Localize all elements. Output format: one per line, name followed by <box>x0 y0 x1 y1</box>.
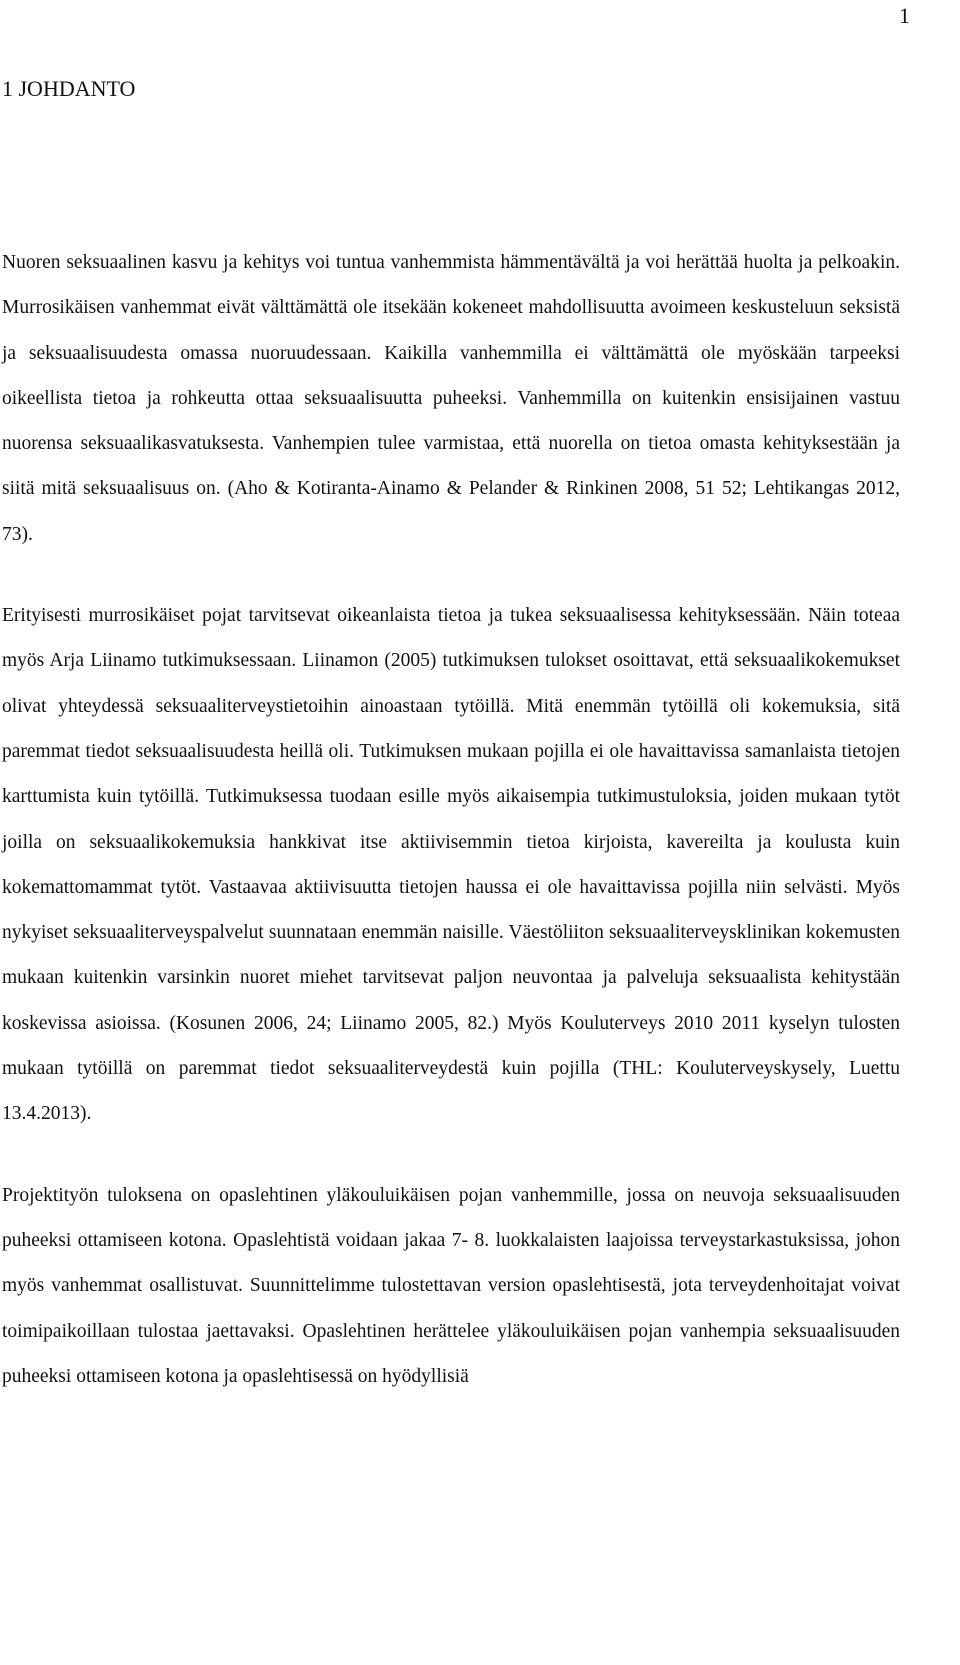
paragraph-project: Projektityön tuloksena on opaslehtinen yläkouluikäisen pojan vanhemmille, jossa on neuvoja seksuaalisuuden puheeksi ottamiseen kotona. Opaslehtistä voidaan jakaa 7- 8. luokkalaisten laajoissa terveystarkastuksissa, johon myös vanhemmat osallistuvat. Suunnittelimme tulostettavan version opaslehtisestä, jota terveydenhoitajat voivat toimipaikoillaan tulostaa jaettavaksi. Opaslehtinen herättelee yläkouluikäisen pojan vanhempia seksuaalisuuden puheeksi ottamiseen kotona ja opaslehtisessä on hyödyllisiä <box>2 1184 900 1387</box>
paragraph-intro: Nuoren seksuaalinen kasvu ja kehitys voi tuntua vanhemmista hämmentävältä ja voi herättää huolta ja pelkoakin. Murrosikäisen vanhemmat eivät välttämättä ole itsekään kokeneet mahdollisuutta avoimeen keskusteluun seksistä ja seksuaalisuudesta omassa nuoruudessaan. Kaikilla vanhemmilla ei välttämättä ole myöskään tarpeeksi oikeellista tietoa ja rohkeutta ottaa seksuaalisuutta puheeksi. Vanhemmilla on kuitenkin ensisijainen vastuu nuorensa seksuaalikasvatuksesta. Vanhempien tulee varmistaa, että nuorella on tietoa omasta kehityksestään ja siitä mitä seksuaalisuus on. (Aho & Kotiranta-Ainamo & Pelander & Rinkinen 2008, 51 52; Lehtikangas 2012, 73). <box>2 252 900 545</box>
body-text <box>2 240 900 1435</box>
page-number: 1 <box>899 3 910 28</box>
chapter-title: 1 JOHDANTO <box>2 76 136 101</box>
paragraph-research: Erityisesti murrosikäiset pojat tarvitsevat oikeanlaista tietoa ja tukea seksuaalisessa kehityksessään. Näin toteaa myös Arja Liinamo tutkimuksessaan. Liinamon (2005) tutkimuksen tulokset osoittavat, että seksuaalikokemukset olivat yhteydessä seksuaaliterveystietoihin ainoastaan tytöillä. Mitä enemmän tytöillä oli kokemuksia, sitä paremmat tiedot seksuaalisuudesta heillä oli. Tutkimuksen mukaan pojilla ei ole havaittavissa samanlaista tietojen karttumista kuin tytöillä. Tutkimuksessa tuodaan esille myös aikaisempia tutkimustuloksia, joiden mukaan tytöt joilla on seksuaalikokemuksia hankkivat itse aktiivisemmin tietoa kirjoista, kavereilta ja koulusta kuin kokemattomammat tytöt. Vastaavaa aktiivisuutta tietojen haussa ei ole havaittavissa pojilla niin selvästi. Myös nykyiset seksuaaliterveyspalvelut suunnataan enemmän naisille. Väestöliiton seksuaaliterveysklinikan kokemusten mukaan kuitenkin varsinkin nuoret miehet tarvitsevat paljon neuvontaa ja palveluja seksuaalista kehitystään koskevissa asioissa. (Kosunen 2006, 24; Liinamo 2005, 82.) Myös Kouluterveys 2010 2011 kyselyn tulosten mukaan tytöillä on paremmat tiedot seksuaaliterveydestä kuin pojilla (THL: Kouluterveyskysely, Luettu 13.4.2013). <box>2 605 900 1125</box>
